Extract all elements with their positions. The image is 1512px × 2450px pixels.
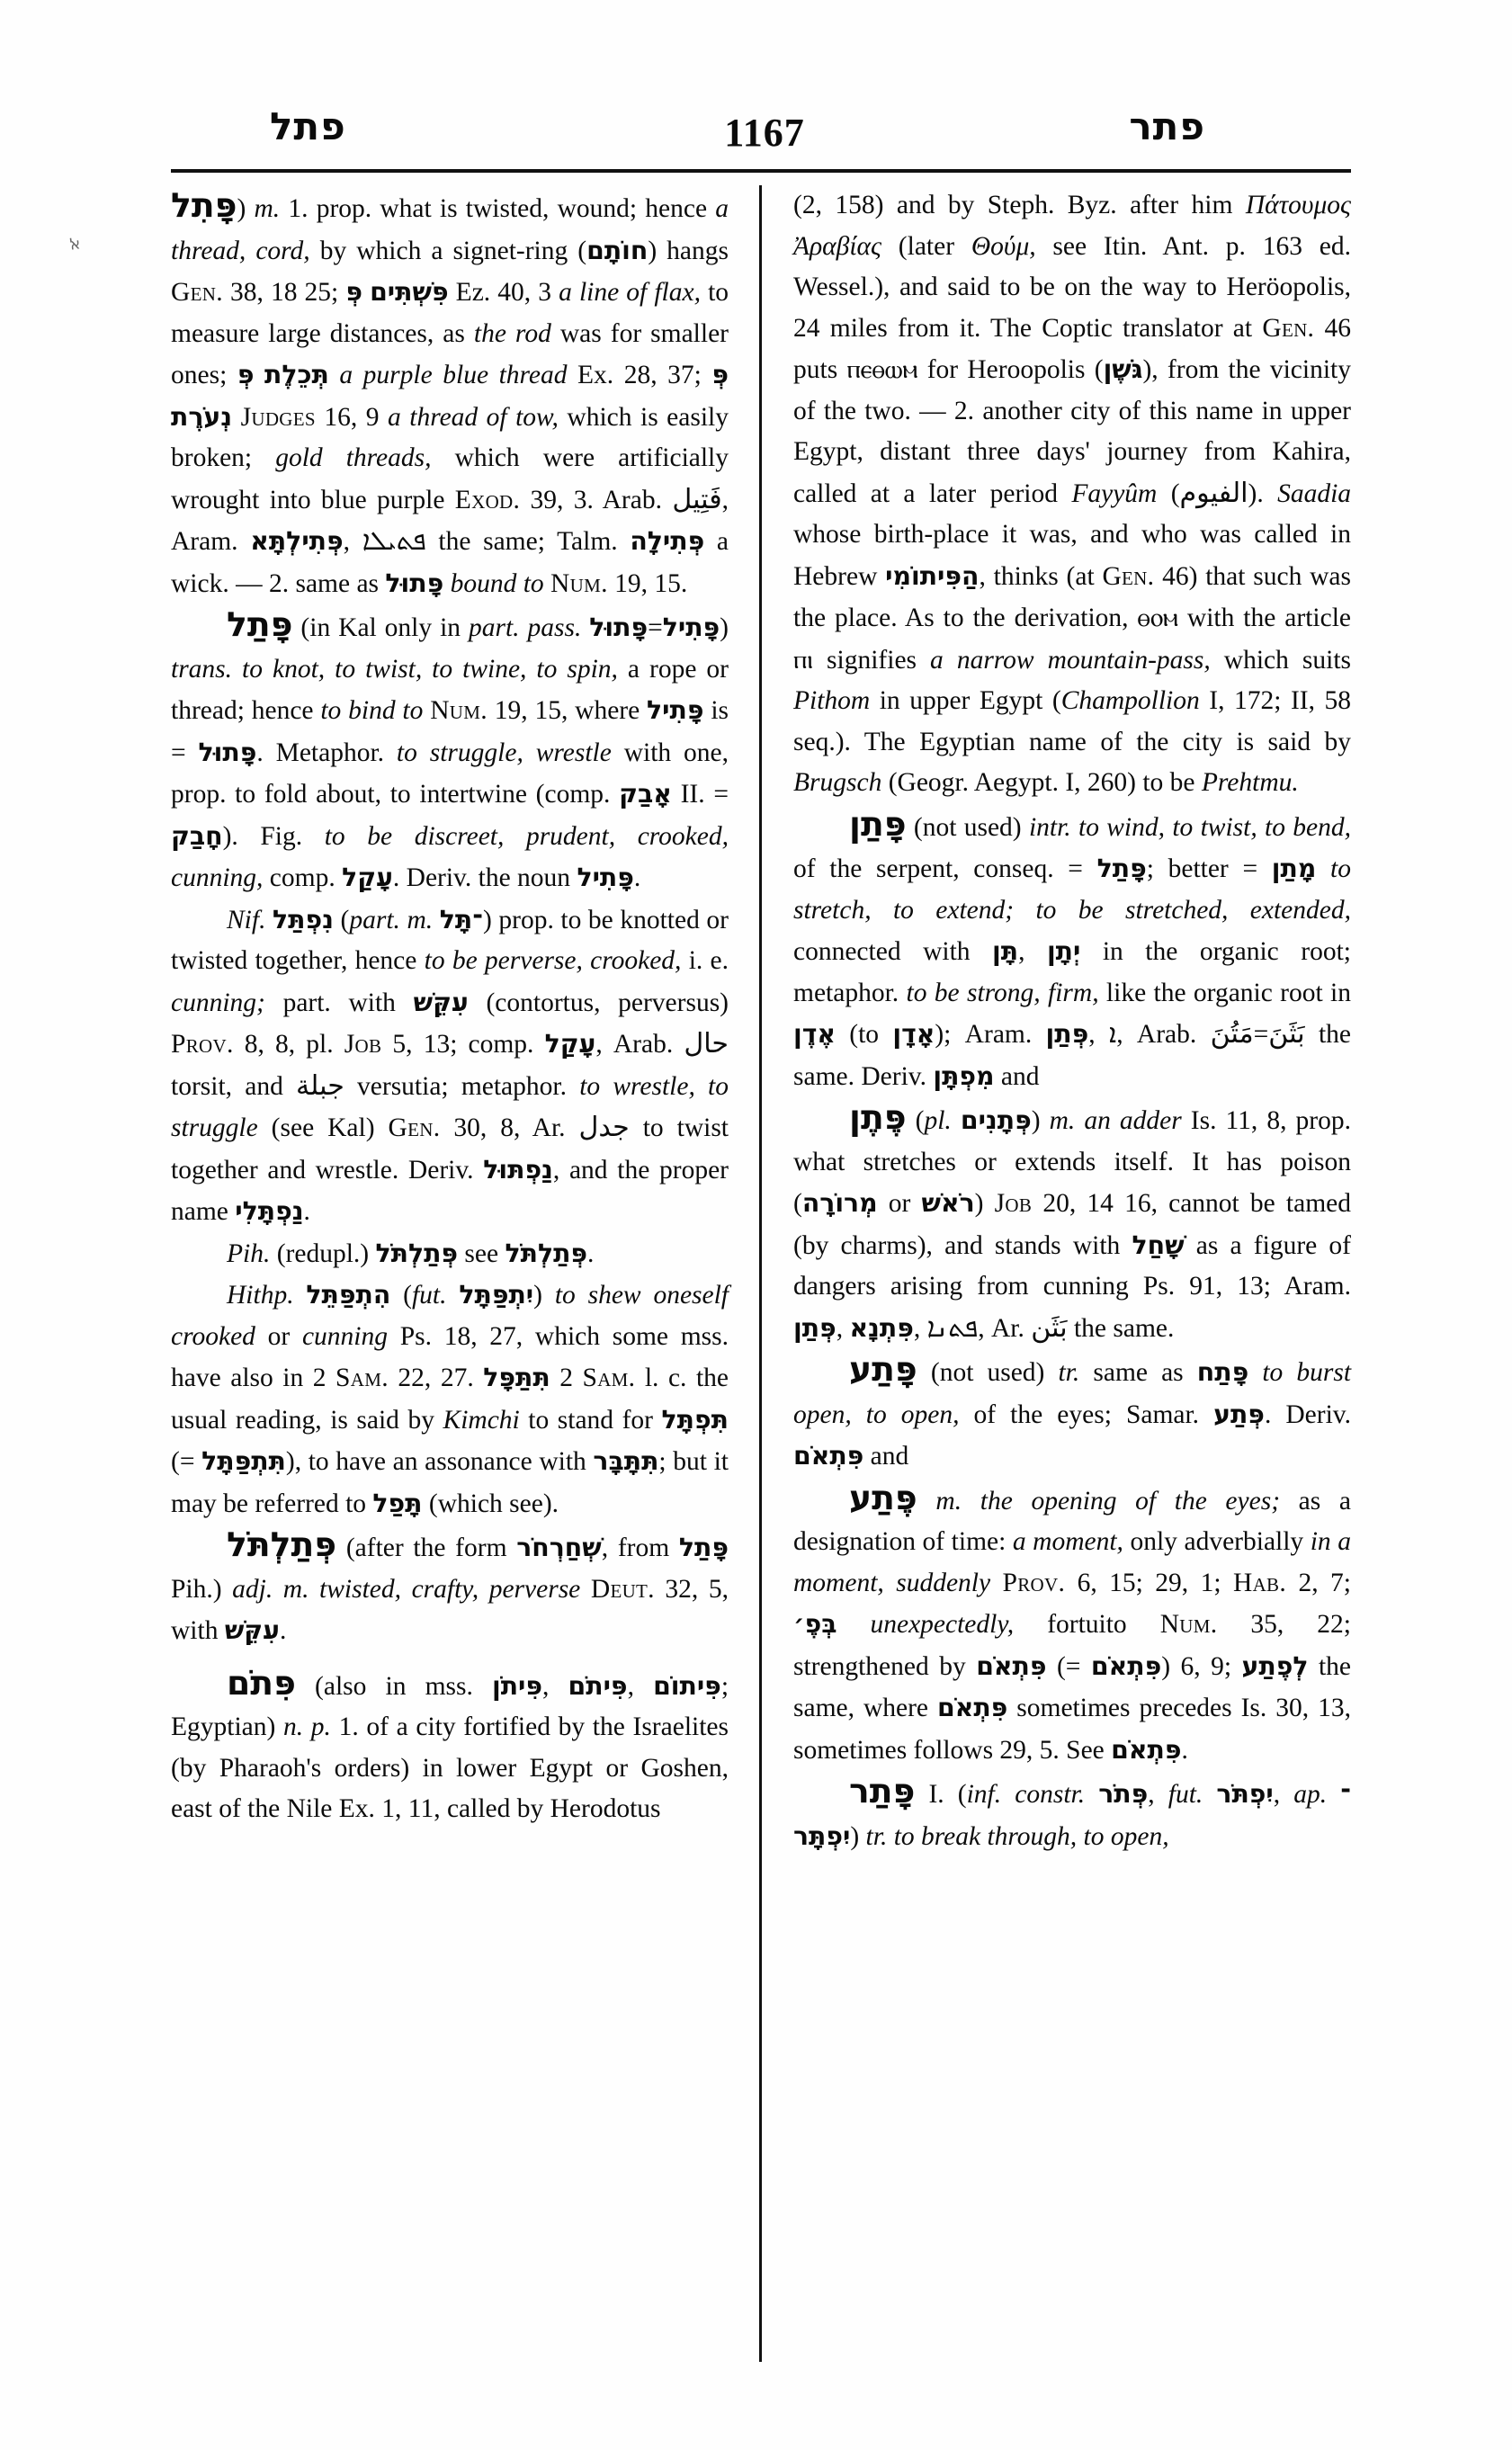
lemma-patha: פָּתַע xyxy=(849,1349,917,1389)
running-head-right-hebrew: פתר xyxy=(1129,104,1205,148)
entry-pathal-piel: Pih. (redupl.) פְּתַלְתֹּל see פְּתַלְתֹּל. xyxy=(227,1238,595,1268)
entry-pathal-hithpael: Hithp. הִתְפַּתֵּל (fut. יִתְפַּתָּל) to shew oneself crooked or cunning Ps. 18, 27, which some mss. have also in 2 Sam. 22, 27. תִּתַּפָּל 2 Sam. l. c. the usual reading, is said by Kimchi to stand for תִּפְתָּל (= תִּתְפַּתָּל), to have an assonance with תִּתָּבָּר; but it may be referred to תָּפַל (which see). xyxy=(171,1280,729,1518)
entry-pathan-verb: פָּתַן (not used) intr. to wind, to twist, to bend, of the serpent, conseq. = פָּתַל; better = מָתַן to stretch, to extend; to be stretched, extended, connected with תָּן, יְתָן in the organic root; metaphor. to be strong, firm, like the organic root in אֶדֶן (to אָדָן); Aram. פְּתַן, ܐ, Arab. مَتُنَ=بَثَنَ the same. Deriv. מִפְתָּן and xyxy=(793,803,1352,1091)
lemma-pethaltol: פְּתַלְתֹּל xyxy=(227,1525,337,1564)
right-column xyxy=(793,185,1351,2362)
entry-pathal-nifal: Nif. נִפְתַּל (part. m. ־תָּל) prop. to be knotted or twisted together, hence to be perverse, crooked, i. e. cunning; part. with עִקֵּשׁ (contortus, perversus) Prov. 8, 8, pl. Job 5, 13; comp. עָקַל, Arab. حال torsit, and جبلة versutia; metaphor. to wrestle, to struggle (see Kal) Gen. 30, 8, Ar. جدل to twist together and wrestle. Deriv. נַפְתּוּל, and the proper name נַפְתָּלִי. xyxy=(171,904,729,1226)
lemma-pathar: פָּתַר xyxy=(849,1771,916,1811)
header-rule xyxy=(171,169,1351,173)
margin-annotation: ﭏ xyxy=(68,235,82,255)
entry-patha-verb: פָּתַע (not used) tr. same as פָּתַח to burst open, to open, of the eyes; Samar. פְּתַע. Deriv. פִּתְאֹם and xyxy=(793,1349,1352,1471)
lemma-petha: פֶּתַע xyxy=(849,1477,917,1517)
lemma-pithom: פִּתֹם xyxy=(227,1662,296,1703)
entry-pathal-verb: פָּתַל (in Kal only in part. pass. פָּתוּל=פָּתִיל) trans. to knot, to twist, to twine, to spin, a rope or thread; hence to bind to Num. 19, 15, where פָּתִיל is = פָּתוּל. Metaphor. to struggle, wrestle with one, prop. to fold about, to intertwine (comp. אָבַק II. = חָבַק). Fig. to be discreet, prudent, crooked, cunning, comp. עָקַל. Deriv. the noun פָּתִיל. xyxy=(171,604,729,892)
column-divider xyxy=(759,185,762,2362)
text-columns xyxy=(171,185,1351,2362)
entry-pethaltol: פְּתַלְתֹּל (after the form שְׁחַרְחֹר, from פָּתַל Pih.) adj. m. twisted, crafty, perverse Deut. 32, 5, with עִקֵּשׁ. xyxy=(171,1525,729,1645)
lemma-pathal: פָּתַל xyxy=(227,604,293,644)
entry-gap xyxy=(171,1652,729,1663)
left-column xyxy=(171,185,729,2362)
lemma-pathil: פָּתִל xyxy=(171,185,237,225)
entry-petha-noun: פֶּתַע m. the opening of the eyes; as a designation of time: a moment, only adverbially in a moment, suddenly Prov. 6, 15; 29, 1; Hab. 2, 7; בְּפֶ׳ unexpectedly, fortuito Num. 35, 22; strengthened by פִּתְאֹם (= פִּתְאֹם) 6, 9; לְפֶתַע the same, where פִּתְאֹם sometimes precedes Is. 30, 13, sometimes follows 29, 5. See פִּתְאֹם. xyxy=(793,1477,1352,1765)
running-head-left-hebrew: פתל xyxy=(270,104,346,148)
lemma-pathan: פָּתַן xyxy=(849,803,907,844)
entry-pethen-noun: פֶּתֶן (pl. פְּתָנִים) m. an adder Is. 11, 8, prop. what stretches or extends itself. It has poison (מְרוֹרָה or רֹאשׁ) Job 20, 14 16, cannot be tamed (by charms), and stands with שָׁחַל as a figure of dangers arising from cunning Ps. 91, 13; Aram. פְּתַן, פִּתְנָא, ܦܬܢܐ, Ar. بَثَن the same. xyxy=(793,1097,1352,1344)
lemma-pethen: פֶּתֶן xyxy=(849,1097,907,1137)
entry-pithom: פִּתֹם (also in mss. פִּיתֹן, פִּיתֹם, פִּיתוֹם; Egyptian) n. p. 1. of a city fortified by the Israelites (by Pharaoh's orders) in lower Egypt or Goshen, east of the Nile Ex. 1, 11, called by Herodotus xyxy=(171,1662,729,1823)
entry-pithom-continued: (2, 158) and by Steph. Byz. after him Πάτουμος Ἀραβίας (later Θούμ, see Itin. Ant. p. 163 ed. Wessel.), and said to be on the way to Heröopolis, 24 miles from it. The Coptic translator at Gen. 46 puts ⲡⲉⲑⲱⲙ for Heroopolis (גֹּשֶׁן), from the vicinity of the two. — 2. another city of this name in upper Egypt, distant three days' journey from Kahira, called at a later period Fayyûm (الفيوم). Saadia whose birth-place it was, and who was called in Hebrew הַפִּיתוֹמִי, thinks (at Gen. 46) that such was the place. As to the derivation, ⲑⲟⲙ with the article ⲡⲓ signifies a narrow mountain-pass, which suits Pithom in upper Egypt (Champollion I, 172; II, 58 seq.). The Egyptian name of the city is said by Brugsch (Geogr. Aegypt. I, 260) to be Prehtmu. xyxy=(793,191,1352,797)
page-number: 1167 xyxy=(724,111,805,155)
entry-pathil-noun: פָּתִל) m. 1. prop. what is twisted, wound; hence a thread, cord, by which a signet-ring (חוֹתָם) hangs Gen. 38, 18 25; פְּ פִּשְׁתִּים Ez. 40, 3 a line of flax, to measure large distances, as the rod was for smaller ones; פְּ תְּכֵלֶת a purple blue thread Ex. 28, 37; פְּ נְעֹרֶת Judges 16, 9 a thread of tow, which is easily broken; gold threads, which were artificially wrought into blue purple Exod. 39, 3. Arab. فَتِيل, Aram. פְּתִילְתָּא, ܦܬܝܠܐ the same; Talm. פְּתִילָה a wick. — 2. same as פָּתוּל bound to Num. 19, 15. xyxy=(171,185,729,598)
entry-pathar-verb: פָּתַר I. (inf. constr. פְּתֹר, fut. יִפְתֹּר, ap. ־יִפְתָּר) tr. to break through, to open, xyxy=(793,1771,1352,1851)
running-head xyxy=(180,101,1349,171)
